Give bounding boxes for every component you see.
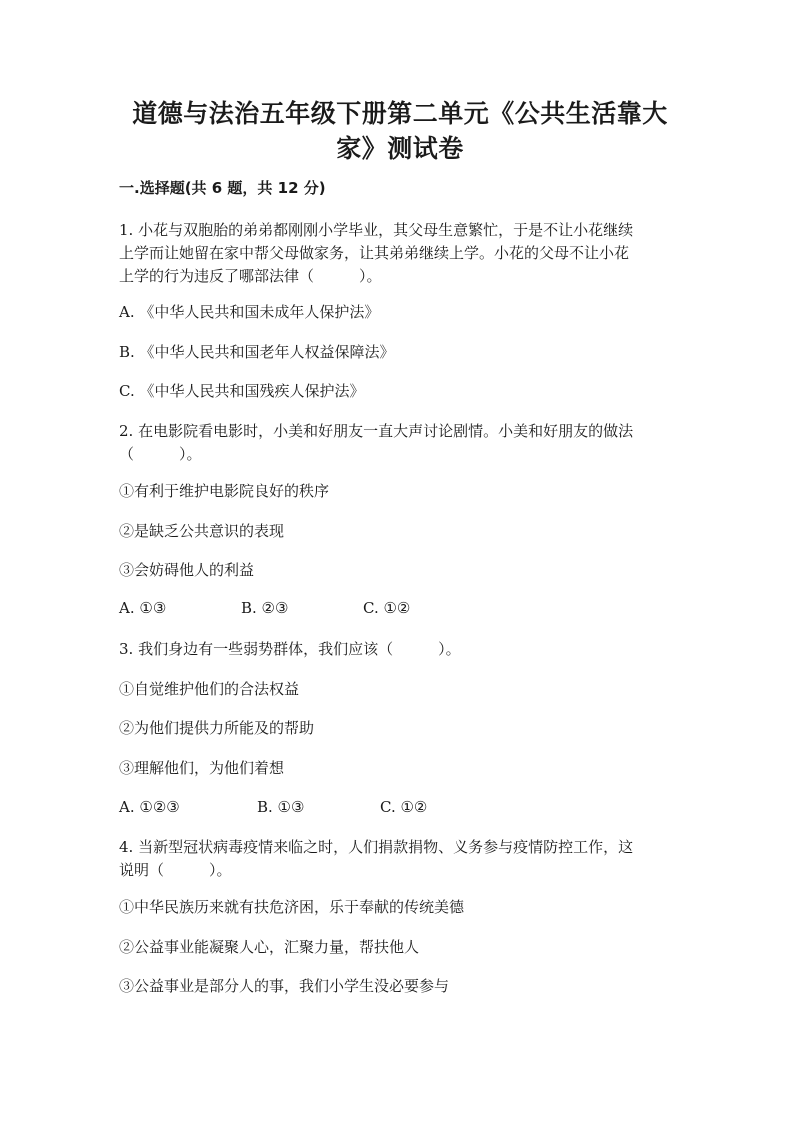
question-3-item-1: ①自觉维护他们的合法权益 bbox=[119, 680, 300, 698]
question-2-stem-line-1: 2. 在电影院看电影时，小美和好朋友一直大声讨论剧情。小美和好朋友的做法 bbox=[119, 422, 634, 440]
question-2-choice-b: B. ②③ bbox=[241, 599, 289, 617]
question-3-item-3: ③理解他们，为他们着想 bbox=[119, 759, 285, 777]
question-1-option-c: C. 《中华人民共和国残疾人保护法》 bbox=[119, 382, 365, 400]
question-4-stem-line-1: 4. 当新型冠状病毒疫情来临之时，人们捐款捐物、义务参与疫情防控工作，这 bbox=[119, 838, 634, 856]
question-1-stem-line-2: 上学而让她留在家中帮父母做家务，让其弟弟继续上学。小花的父母不让小花 bbox=[119, 244, 630, 262]
question-2-choice-c: C. ①② bbox=[363, 599, 411, 617]
question-2-item-1: ①有利于维护电影院良好的秩序 bbox=[119, 482, 330, 500]
question-4-stem bbox=[119, 836, 681, 882]
page-title bbox=[100, 96, 700, 166]
question-1-option-b: B. 《中华人民共和国老年人权益保障法》 bbox=[119, 343, 395, 361]
question-2-choice-a: A. ①③ bbox=[119, 599, 167, 617]
question-4-item-2: ②公益事业能凝聚人心，汇聚力量，帮扶他人 bbox=[119, 938, 420, 956]
question-2-stem bbox=[119, 420, 681, 466]
question-4-item-3: ③公益事业是部分人的事，我们小学生没必要参与 bbox=[119, 977, 450, 995]
question-1-option-a: A. 《中华人民共和国未成年人保护法》 bbox=[119, 303, 380, 321]
question-2-choices bbox=[119, 598, 410, 618]
question-3-choice-b: B. ①③ bbox=[257, 798, 305, 816]
question-4-stem-line-2: 说明（ ）。 bbox=[119, 861, 232, 879]
question-1-stem-line-1: 1. 小花与双胞胎的弟弟都刚刚小学毕业，其父母生意繁忙，于是不让小花继续 bbox=[119, 221, 634, 239]
page-title-line-2: 家》测试卷 bbox=[336, 134, 464, 163]
question-2-item-3: ③会妨碍他人的利益 bbox=[119, 561, 255, 579]
question-3-stem bbox=[119, 638, 681, 661]
question-3-item-2: ②为他们提供力所能及的帮助 bbox=[119, 719, 315, 737]
question-3-choice-a: A. ①②③ bbox=[119, 798, 180, 816]
question-4-item-1: ①中华民族历来就有扶危济困，乐于奉献的传统美德 bbox=[119, 898, 465, 916]
question-1-stem-line-3: 上学的行为违反了哪部法律（ ）。 bbox=[119, 267, 382, 285]
question-1-stem bbox=[119, 219, 681, 288]
question-3-choices bbox=[119, 797, 427, 817]
page-title-line-1: 道德与法治五年级下册第二单元《公共生活靠大 bbox=[132, 99, 668, 128]
question-3-stem-line-1: 3. 我们身边有一些弱势群体，我们应该（ ）。 bbox=[119, 640, 461, 658]
question-2-item-2: ②是缺乏公共意识的表现 bbox=[119, 522, 285, 540]
question-3-choice-c: C. ①② bbox=[380, 798, 428, 816]
section-heading: 一.选择题(共 6 题，共 12 分) bbox=[119, 179, 326, 197]
question-2-stem-line-2: （ ）。 bbox=[119, 445, 202, 463]
